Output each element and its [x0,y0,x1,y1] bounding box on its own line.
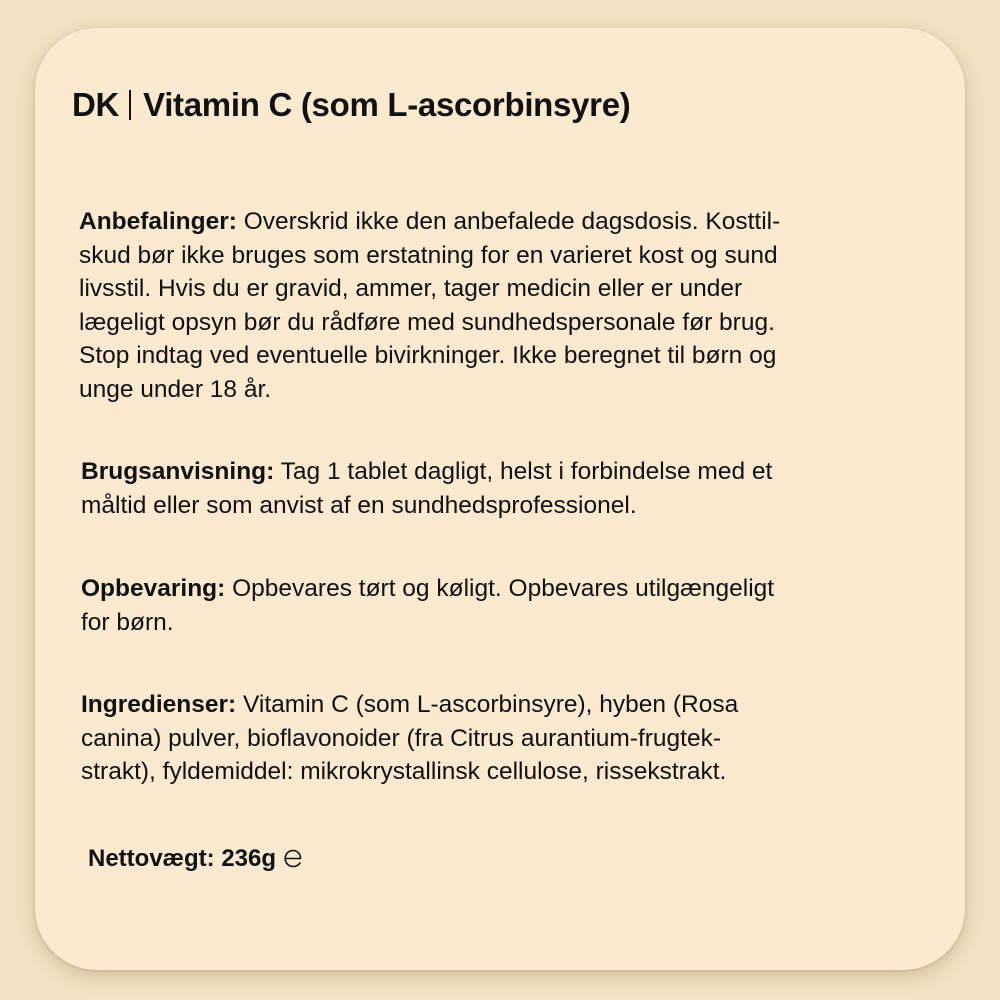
section-line: måltid eller som anvist af en sundhedsprofessionel. [81,491,637,519]
section-line: Stop indtag ved eventuelle bivirkninger. Ikke beregnet til børn og [79,342,777,369]
product-name: Vitamin C (som L-ascorbinsyre) [143,86,631,123]
section-label: Opbevaring: [81,575,226,602]
section-line: lægeligt opsyn bør du rådføre med sundhedspersonale før brug. [79,308,775,336]
section-line: Opbevares tørt og køligt. Opbevares utilgængeligt [232,575,775,602]
section-line: for børn. [81,608,174,636]
section-label: Anbefalinger: [79,208,237,235]
section-directions [81,455,921,522]
title-divider [129,90,131,120]
section-line: Vitamin C (som L-ascorbinsyre), hyben (Rosa [243,691,739,718]
section-line: Tag 1 tablet dagligt, helst i forbindelse med et [280,458,773,485]
label-title [72,86,630,124]
language-code: DK [72,86,120,123]
section-label: Ingredienser: [81,691,237,718]
section-line: skud bør ikke bruges som erstatning for en varieret kost og sund [79,241,778,269]
section-line: unge under 18 år. [79,375,272,403]
section-line: strakt), fyldemiddel: mikrokrystallinsk cellulose, rissekstrakt. [81,758,727,785]
e-mark-icon [282,847,304,876]
section-line: canina) pulver, bioflavonoider (fra Citrus aurantium-frugtek- [81,724,722,752]
section-ingredients [81,688,921,789]
section-storage [81,572,921,639]
section-recommendations [79,205,919,406]
net-weight-text: Nettovægt: 236g [88,845,277,872]
section-label: Brugsanvisning: [81,458,275,485]
section-line: livsstil. Hvis du er gravid, ammer, tager medicin eller er under [79,275,743,302]
section-line: Overskrid ikke den anbefalede dagsdosis. Kosttil- [243,208,781,235]
net-weight [88,845,304,876]
